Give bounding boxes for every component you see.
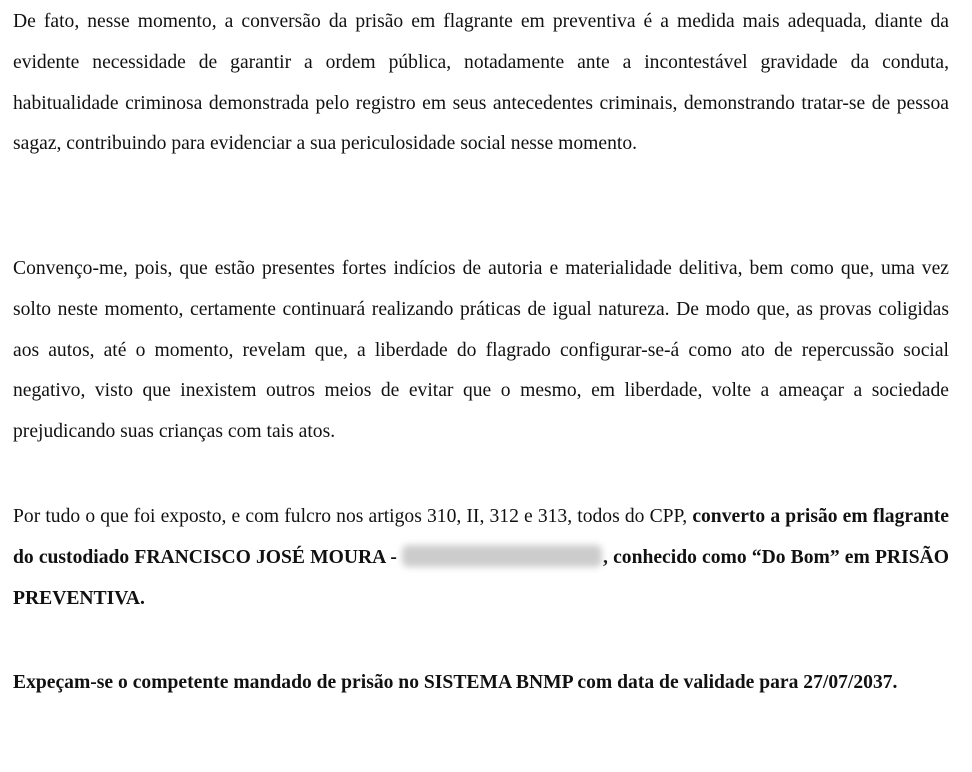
decision-legal-basis-text: Por tudo o que foi exposto, e com fulcro nos artigos 310, II, 312 e 313, todos do CPP, — [13, 506, 693, 527]
redacted-cpf-blur — [402, 545, 602, 567]
paragraph-preventive-detention-justification: De fato, nesse momento, a conversão da prisão em flagrante em preventiva é a medida mais adequada, diante da evidente necessidade de garantir a ordem pública, notadamente ante a incontestável gravidade da conduta, habitualidade criminosa demonstrada pelo registro em seus antecedentes criminais, demonstrando tratar-se de pessoa sagaz, contribuindo para evidenciar a sua periculosidade social nesse momento. — [13, 11, 949, 155]
paragraph-decision — [13, 497, 949, 619]
decision-conversion-text: converto a prisão em flagrante do custodiado FRANCISCO JOSÉ MOURA - — [13, 506, 949, 568]
paragraph-warrant-order: Expeçam-se o competente mandado de prisão no SISTEMA BNMP com data de validade para 27/07/2037. — [13, 672, 898, 693]
decision-nickname-text: , conhecido como “Do Bom” em PRISÃO PREVENTIVA. — [13, 546, 949, 609]
paragraph-evidence-of-authorship: Convenço-me, pois, que estão presentes fortes indícios de autoria e materialidade delitiva, bem como que, uma vez solto neste momento, certamente continuará realizando práticas de igual natureza. De modo que, as provas coligidas aos autos, até o momento, revelam que, a liberdade do flagrado configurar-se-á como ato de repercussão social negativo, visto que inexistem outros meios de evitar que o mesmo, em liberdade, volte a ameaçar a sociedade prejudicando suas crianças com tais atos. — [13, 258, 949, 443]
